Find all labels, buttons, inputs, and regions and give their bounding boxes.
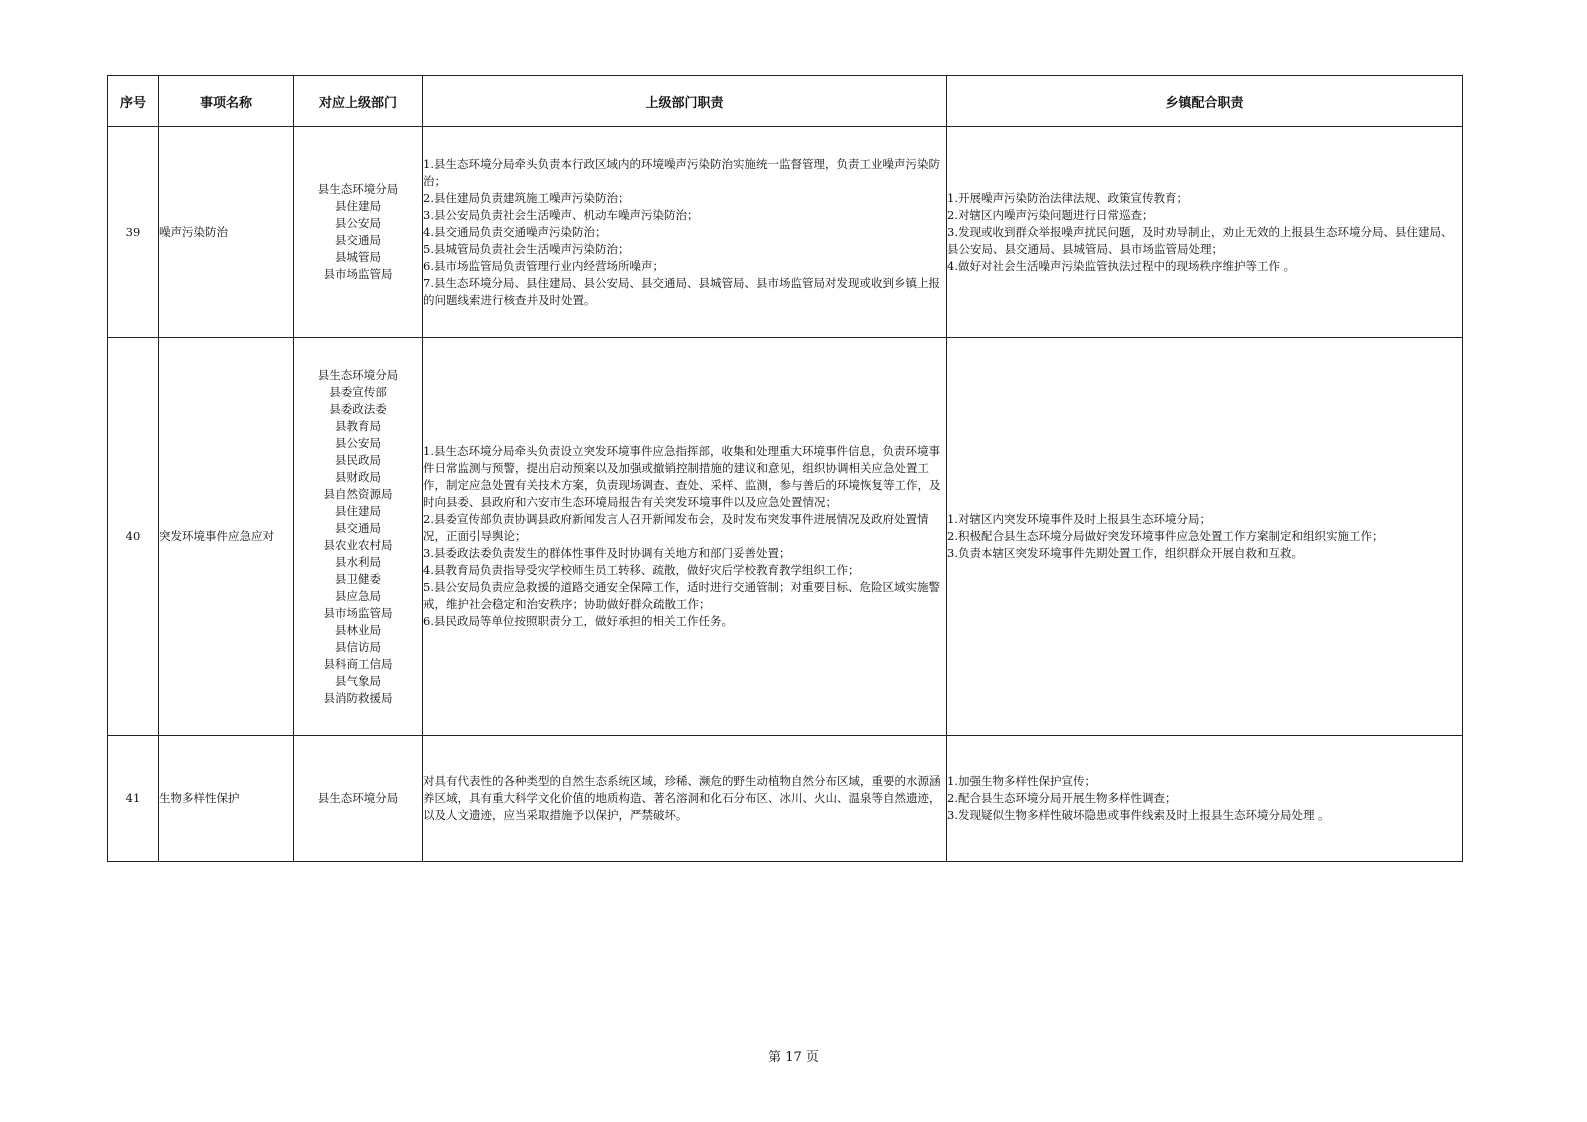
- dept-line: 县住建局: [335, 199, 381, 213]
- header-num: 序号: [108, 76, 159, 127]
- town-duty-item: 2.积极配合县生态环境分局做好突发环境事件应急处置工作方案制定和组织实施工作；: [947, 529, 1384, 543]
- duty-item: 5.县城管局负责社会生活噪声污染防治；: [423, 241, 630, 256]
- row-depts: [294, 736, 423, 862]
- table-row: [108, 127, 1463, 338]
- duty-item: 4.县教育局负责指导受灾学校师生员工转移、疏散，做好灾后学校教育教学组织工作；: [423, 563, 860, 577]
- town-duty-item: 1.对辖区内突发环境事件及时上报县生态环境分局；: [947, 512, 1211, 526]
- header-item-name: 事项名称: [159, 76, 294, 127]
- table-row: [108, 338, 1463, 736]
- header-row: [108, 76, 1463, 127]
- row-town-duties: [947, 736, 1463, 862]
- duty-item: 6.县民政局等单位按照职责分工，做好承担的相关工作任务。: [423, 614, 733, 628]
- dept-line: 县公安局: [335, 435, 381, 450]
- row-item-name: 噪声污染防治: [159, 127, 294, 338]
- town-duty-item: 2.对辖区内噪声污染问题进行日常巡查；: [947, 207, 1154, 222]
- dept-line: 县水利局: [335, 554, 381, 569]
- row-duties: [423, 338, 947, 736]
- dept-line: 县教育局: [335, 418, 381, 433]
- row-num: 41: [108, 736, 159, 862]
- dept-line: 县农业农村局: [323, 537, 393, 552]
- dept-line: 县生态环境分局: [317, 791, 399, 805]
- dept-line: 县气象局: [335, 673, 381, 688]
- row-depts: [294, 127, 423, 338]
- header-dept: 对应上级部门: [294, 76, 423, 127]
- dept-line: 县自然资源局: [323, 486, 393, 501]
- duty-item: 5.县公安局负责应急救援的道路交通安全保障工作，适时进行交通管制；对重要目标、危险区域实施警戒，维护社会稳定和治安秩序；协助做好群众疏散工作；: [423, 580, 940, 611]
- row-item-name: 突发环境事件应急应对: [159, 338, 294, 736]
- dept-line: 县市场监管局: [323, 267, 393, 281]
- row-town-duties: [947, 338, 1463, 736]
- dept-line: 县市场监管局: [323, 605, 393, 620]
- dept-line: 县信访局: [335, 639, 381, 654]
- duty-table: [107, 75, 1463, 862]
- duty-item: 3.县公安局负责社会生活噪声、机动车噪声污染防治；: [423, 207, 699, 222]
- dept-line: 县科商工信局: [323, 656, 393, 671]
- dept-line: 县消防救援局: [323, 690, 393, 705]
- duty-item: 4.县交通局负责交通噪声污染防治；: [423, 224, 607, 239]
- row-town-duties: [947, 127, 1463, 338]
- dept-line: 县生态环境分局: [317, 182, 399, 196]
- duty-item: 2.县委宣传部负责协调县政府新闻发言人召开新闻发布会，及时发布突发事件进展情况及政府处置情况，正面引导舆论；: [423, 512, 929, 543]
- duty-item: 6.县市场监管局负责管理行业内经营场所噪声；: [423, 258, 664, 273]
- dept-line: 县应急局: [335, 588, 381, 603]
- dept-line: 县公安局: [335, 216, 381, 230]
- duty-item: 1.县生态环境分局牵头负责本行政区域内的环境噪声污染防治实施统一监督管理，负责工业噪声污染防治；: [423, 156, 940, 188]
- town-duty-item: 3.发现或收到群众举报噪声扰民问题，及时劝导制止，劝止无效的上报县生态环境分局、县住建局、县公安局、县交通局、县城管局、县市场监管局处理；: [947, 224, 1453, 256]
- row-duties: [423, 127, 947, 338]
- header-town-duty: 乡镇配合职责: [947, 76, 1463, 127]
- duty-item: 对具有代表性的各种类型的自然生态系统区域，珍稀、濒危的野生动植物自然分布区域，重要的水源涵养区域，具有重大科学文化价值的地质构造、著名溶洞和化石分布区、冰川、火山、温泉等自然遗迹，以及人文遗迹，应当采取措施予以保护，严禁破坏。: [423, 774, 941, 822]
- row-depts: [294, 338, 423, 736]
- table-row: [108, 736, 1463, 862]
- town-duty-item: 3.负责本辖区突发环境事件先期处置工作，组织群众开展自救和互救。: [947, 546, 1303, 560]
- town-duty-item: 1.开展噪声污染防治法律法规、政策宣传教育；: [947, 190, 1188, 205]
- town-duty-item: 3.发现疑似生物多样性破坏隐患或事件线索及时上报县生态环境分局处理 。: [947, 808, 1330, 822]
- row-num: 40: [108, 338, 159, 736]
- dept-line: 县城管局: [335, 250, 381, 264]
- dept-line: 县民政局: [335, 452, 381, 467]
- dept-line: 县交通局: [335, 520, 381, 535]
- duty-item: 1.县生态环境分局牵头负责设立突发环境事件应急指挥部，收集和处理重大环境事件信息，负责环境事件日常监测与预警，提出启动预案以及加强或撤销控制措施的建议和意见，组织协调相关应急处置工作，制定应急处置有关技术方案，负责现场调查、查处、采样、监测，参与善后的环境恢复等工作，及时向县委、县政府和六安市生态环境局报告有关突发环境事件以及应急处置情况；: [423, 444, 941, 509]
- dept-line: 县委宣传部: [329, 384, 387, 399]
- dept-line: 县财政局: [335, 469, 381, 484]
- town-duty-item: 2.配合县生态环境分局开展生物多样性调查；: [947, 791, 1177, 805]
- dept-line: 县卫健委: [335, 571, 381, 586]
- dept-line: 县住建局: [335, 503, 381, 518]
- duty-item: 2.县住建局负责建筑施工噪声污染防治；: [423, 190, 630, 205]
- row-duties: [423, 736, 947, 862]
- duty-item: 3.县委政法委负责发生的群体性事件及时协调有关地方和部门妥善处置；: [423, 546, 791, 560]
- duty-item: 7.县生态环境分局、县住建局、县公安局、县交通局、县城管局、县市场监管局对发现或收到乡镇上报的问题线索进行核查并及时处置。: [423, 275, 940, 307]
- dept-line: 县委政法委: [329, 401, 387, 416]
- row-num: 39: [108, 127, 159, 338]
- row-item-name: 生物多样性保护: [159, 736, 294, 862]
- dept-line: 县交通局: [335, 233, 381, 247]
- town-duty-item: 1.加强生物多样性保护宣传；: [947, 774, 1096, 788]
- dept-line: 县林业局: [335, 622, 381, 637]
- town-duty-item: 4.做好对社会生活噪声污染监管执法过程中的现场秩序维护等工作 。: [947, 258, 1296, 273]
- page-number: 第 17 页: [768, 1050, 819, 1065]
- header-duty: 上级部门职责: [423, 76, 947, 127]
- dept-line: 县生态环境分局: [317, 367, 399, 382]
